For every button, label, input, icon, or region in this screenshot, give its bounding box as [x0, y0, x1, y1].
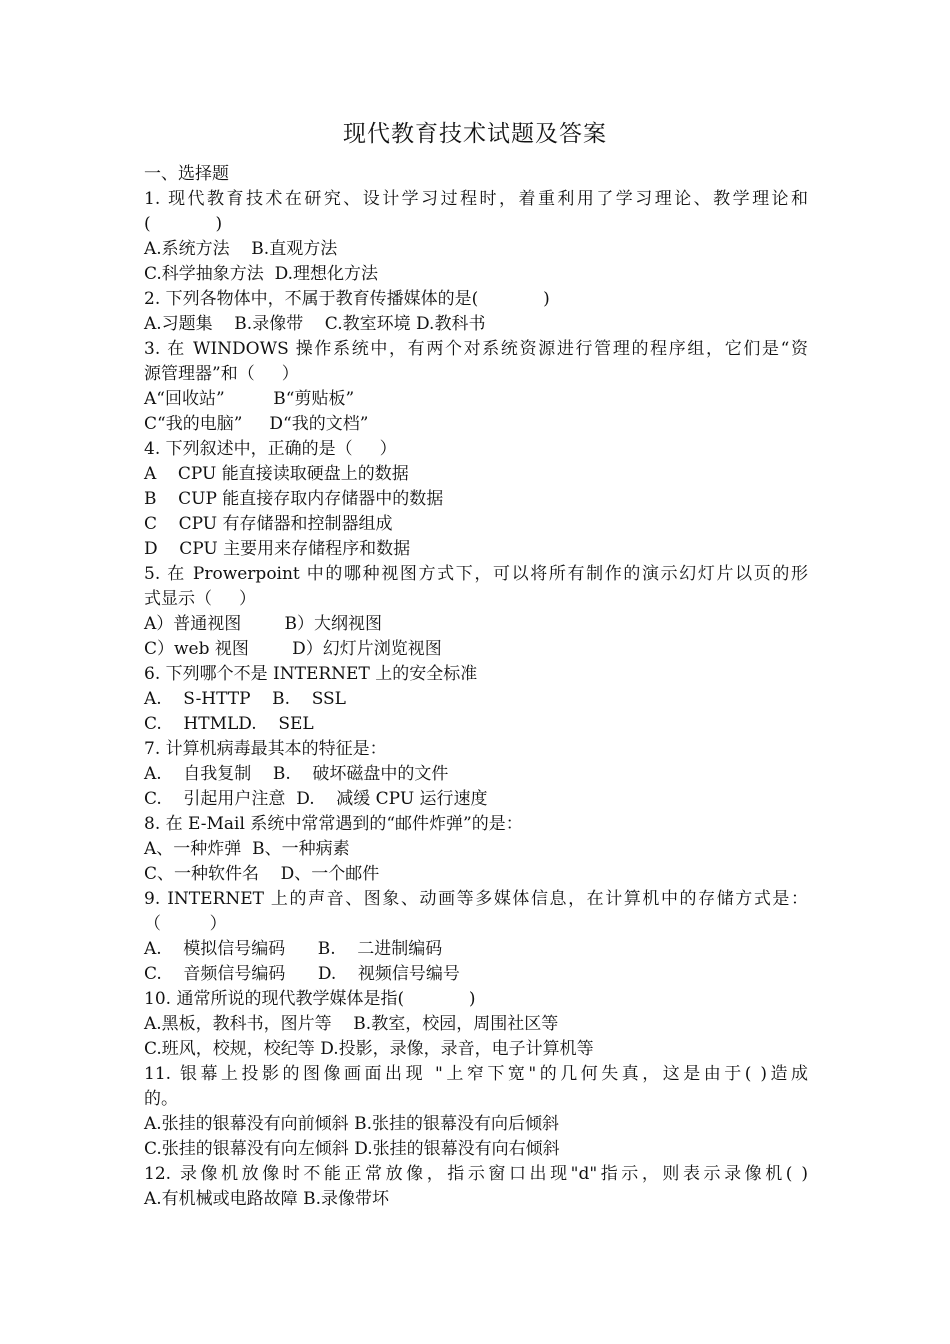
question-line: 10. 通常所说的现代教学媒体是指( ): [144, 989, 476, 1009]
option-line: A. 自我复制 B. 破坏磁盘中的文件: [144, 764, 449, 784]
option-line: A.黑板，教科书，图片等 B.教室，校园，周围社区等: [144, 1014, 559, 1034]
option-line: A.有机械或电路故障 B.录像带坏: [144, 1189, 389, 1209]
option-line: C. HTMLD. SEL: [144, 714, 314, 734]
question-blank: （ ）: [144, 914, 227, 934]
question-line: 式显示（ ）: [144, 589, 257, 609]
option-line: C.张挂的银幕没有向左倾斜 D.张挂的银幕没有向右倾斜: [144, 1139, 560, 1159]
question-line: 的。: [144, 1089, 178, 1109]
option-line: A、一种炸弹 B、一种病素: [144, 839, 350, 859]
option-line: A.系统方法 B.直观方法: [144, 239, 338, 259]
question-line: 11. 银幕上投影的图像画面出现 "上窄下宽"的几何失真，这是由于( )造成: [144, 1064, 808, 1084]
option-line: A. S-HTTP B. SSL: [144, 689, 346, 709]
option-line: C. 引起用户注意 D. 减缓 CPU 运行速度: [144, 789, 488, 809]
question-blank: ( ): [144, 214, 223, 234]
option-line: A. 模拟信号编码 B. 二进制编码: [144, 939, 443, 959]
option-line: C“我的电脑” D“我的文档”: [144, 414, 369, 434]
question-line: 9. INTERNET 上的声音、图象、动画等多媒体信息，在计算机中的存储方式是：: [144, 889, 808, 909]
option-line: C.科学抽象方法 D.理想化方法: [144, 264, 379, 284]
option-line: A“回收站” B“剪贴板”: [144, 389, 355, 409]
question-line: 5. 在 Prowerpoint 中的哪种视图方式下，可以将所有制作的演示幻灯片以页的形: [144, 564, 808, 584]
document-title: 现代教育技术试题及答案: [343, 121, 607, 147]
question-line: 源管理器”和（ ）: [144, 364, 299, 384]
option-line: B CUP 能直接存取内存储器中的数据: [144, 489, 444, 509]
option-line: C CPU 有存储器和控制器组成: [144, 514, 393, 534]
option-line: C. 音频信号编码 D. 视频信号编号: [144, 964, 460, 984]
option-line: C）web 视图 D）幻灯片浏览视图: [144, 639, 442, 659]
option-line: A CPU 能直接读取硬盘上的数据: [144, 464, 409, 484]
option-line: C、一种软件名 D、一个邮件: [144, 864, 380, 884]
option-line: A）普通视图 B）大纲视图: [144, 614, 382, 634]
question-line: 7. 计算机病毒最其本的特征是：: [144, 739, 387, 759]
question-line: 6. 下列哪个不是 INTERNET 上的安全标准: [144, 664, 478, 684]
question-line: 12. 录像机放像时不能正常放像，指示窗口出现"d"指示，则表示录像机( ): [144, 1164, 808, 1184]
document-body: [144, 162, 808, 1212]
option-line: D CPU 主要用来存储程序和数据: [144, 539, 411, 559]
section-heading: 一、选择题: [144, 164, 229, 184]
option-line: A.习题集 B.录像带 C.教室环境 D.教科书: [144, 314, 486, 334]
question-line: 8. 在 E-Mail 系统中常常遇到的“邮件炸弹”的是：: [144, 814, 523, 834]
question-line: 3. 在 WINDOWS 操作系统中，有两个对系统资源进行管理的程序组，它们是“资: [144, 339, 808, 359]
option-line: A.张挂的银幕没有向前倾斜 B.张挂的银幕没有向后倾斜: [144, 1114, 559, 1134]
question-line: 1. 现代教育技术在研究、设计学习过程时，着重利用了学习理论、教学理论和: [144, 189, 808, 209]
option-line: C.班风，校规，校纪等 D.投影，录像，录音，电子计算机等: [144, 1039, 594, 1059]
question-line: 2. 下列各物体中，不属于教育传播媒体的是( ): [144, 289, 550, 309]
question-line: 4. 下列叙述中，正确的是（ ）: [144, 439, 397, 459]
